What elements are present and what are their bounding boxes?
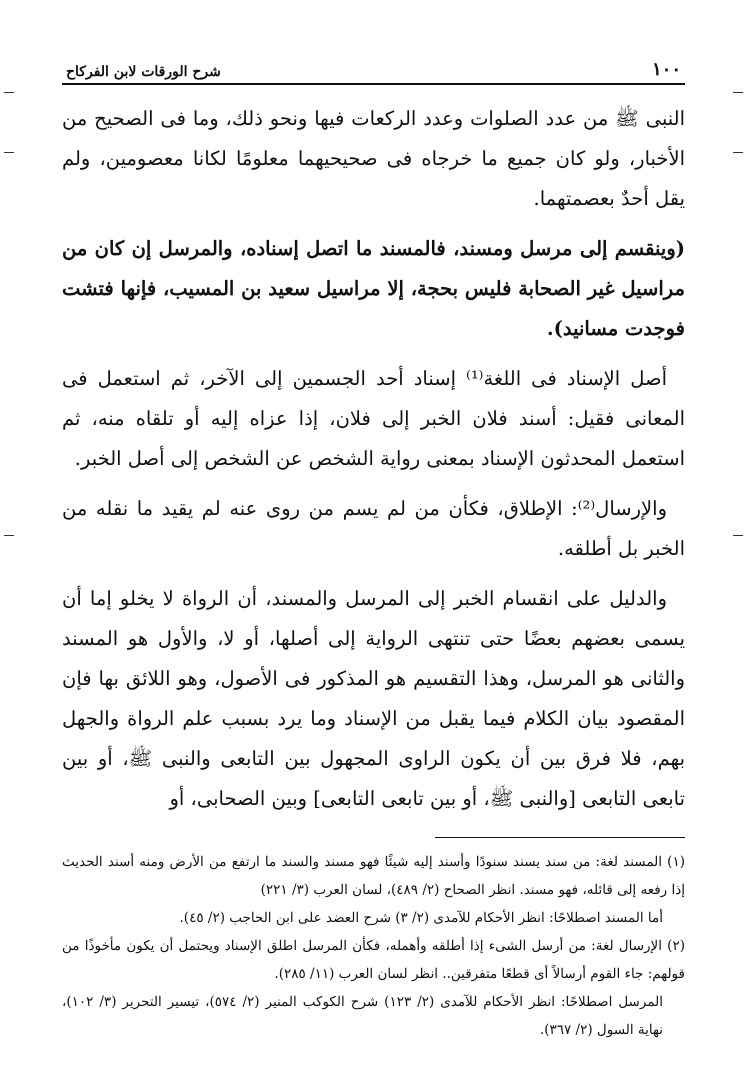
margin-tick xyxy=(733,92,743,93)
footnote: أما المسند اصطلاحًا: انظر الأحكام للآمدى (٢/ ٣) شرح العضد على ابن الحاجب (٢/ ٤٥). xyxy=(179,910,663,926)
paragraph: والدليل على انقسام الخبر إلى المرسل والمسند، أن الرواة لا يخلو إما أن يسمى بعضهم بعضًا حتى تنتهى الرواية إلى أصلها، أو لا، والأول هو المسند والثانى هو المرسل، وهذا التقسيم هو المذكور فى الأصول، وهو اللائق بها فإن المقصود بيان الكلام فيما يقبل من الإسناد وما يرد بسبب علم الرواة والجهل بهم، فلا فرق بين أن يكون الراوى المجهول بين التابعى والنبى ﷺ، أو بين تابعى التابعى [والنبى ﷺ، أو بين تابعى التابعى] وبين الصحابى، أو xyxy=(62,587,685,810)
running-header xyxy=(62,50,685,85)
page-number: ١٠٠ xyxy=(651,59,681,80)
margin-tick xyxy=(4,152,14,153)
matn-paragraph: (وينقسم إلى مرسل ومسند، فالمسند ما اتصل إسناده، والمرسل إن كان من مراسيل غير الصحابة فليس بحجة، إلا مراسيل سعيد بن المسيب، فإنها فتشت فوجدت مسانيد). xyxy=(62,237,685,340)
margin-tick xyxy=(733,152,743,153)
paragraph: أصل الإسناد فى اللغة⁽¹⁾ إسناد أحد الجسمين إلى الآخر، ثم استعمل فى المعانى فقيل: أسند فلان الخبر إلى فلان، إذا عزاه إليه أو تلقاه منه، ثم استعمل المحدثون الإسناد بمعنى رواية الشخص عن الشخص إلى أصل الخبر. xyxy=(62,367,685,470)
margin-tick xyxy=(4,535,14,536)
footnotes xyxy=(62,848,685,1044)
footnote: المرسل اصطلاحًا: انظر الأحكام للآمدى (٢/ ١٢٣) شرح الكوكب المنير (٢/ ٥٧٤)، تيسير التحرير (٣/ ١٠٢)، نهاية السول (٢/ ٣٦٧). xyxy=(62,994,663,1038)
footnote-separator xyxy=(435,837,685,838)
footnote: (٢) الإرسال لغة: من أرسل الشىء إذا أطلقه وأهمله، فكأن المرسل اطلق الإسناد ويحتمل أن يكون مأخوذًا من قولهم: جاء القوم أرسالاً أى قطعًا متفرقين.. انظر لسان العرب (١١/ ٢٨٥). xyxy=(62,938,685,982)
book-page xyxy=(62,50,685,1066)
footnote: (١) المسند لغة: من سند يسند سنودًا وأسند إليه شيئًا فهو مسند والسند ما ارتفع من الأرض ومنه أسند الحديث إذا رفعه إلى قائله، فهو مسند. انظر الصحاح (٢/ ٤٨٩)، لسان العرب (٣/ ٢٢١) xyxy=(62,854,685,898)
paragraph: والإرسال⁽²⁾: الإطلاق، فكأن من لم يسم من روى عنه لم يقيد ما نقله من الخبر بل أطلقه. xyxy=(62,497,685,560)
margin-tick xyxy=(733,535,743,536)
running-title: شرح الورقات لابن الفركاح xyxy=(66,64,221,80)
main-text xyxy=(62,99,685,819)
paragraph: النبى ﷺ من عدد الصلوات وعدد الركعات فيها ونحو ذلك، وما فى الصحيح من الأخبار، ولو كان جميع ما خرجاه فى صحيحيهما معلومًا لكانا معصومين، ولم يقل أحدٌ بعصمتهما. xyxy=(62,107,685,210)
margin-tick xyxy=(4,92,14,93)
